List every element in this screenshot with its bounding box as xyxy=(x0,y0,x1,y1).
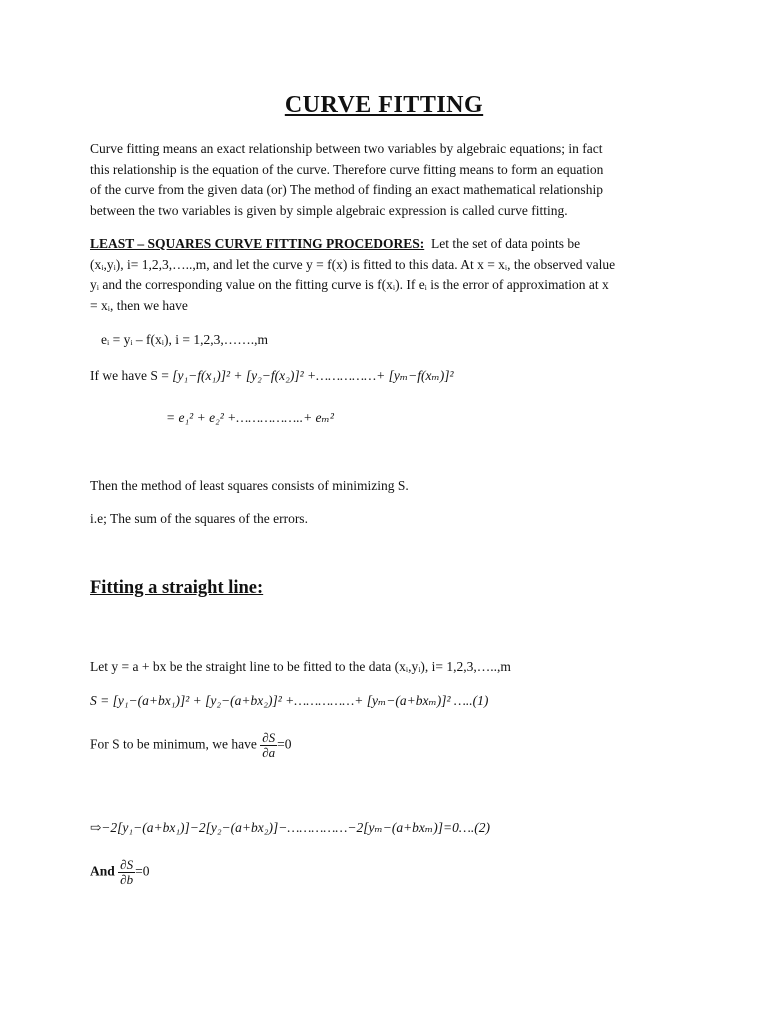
method-text: Then the method of least squares consists of minimizing S. xyxy=(90,478,409,493)
equation-1-text: S = [y₁−(a+bx₁)]² + [y₂−(a+bx₂)]² +……………+ [yₘ−(a+bxₘ)]² …..(1) xyxy=(90,693,489,708)
partial-b-denominator: ∂b xyxy=(120,872,134,887)
error-equation: eᵢ = yᵢ – f(xᵢ), i = 1,2,3,…….,m xyxy=(101,332,268,347)
least-squares-paragraph xyxy=(90,234,680,316)
partial-a-denominator: ∂a xyxy=(262,745,276,760)
equals-zero-a: =0 xyxy=(277,736,292,752)
partial-b-numerator: ∂S xyxy=(120,857,134,872)
sum-prefix: If we have S = xyxy=(90,368,173,383)
least-squares-line-4: = xᵢ, then we have xyxy=(90,297,188,313)
and-text: And xyxy=(90,863,115,879)
intro-line-1: Curve fitting means an exact relationship between two variables by algebraic equations; in fact xyxy=(90,141,603,156)
least-squares-line-1-rest: Let the set of data points be xyxy=(430,236,581,251)
partial-derivative-b xyxy=(118,858,135,887)
minimum-text: For S to be minimum, we have xyxy=(90,736,257,752)
sum-of-squares-equation xyxy=(90,368,454,384)
intro-paragraph xyxy=(90,139,680,221)
equation-2-text: ⇨−2[y₁−(a+bx₁)]−2[y₂−(a+bx₂)]−……………−2[yₘ−(a+bxₘ)]=0….(2) xyxy=(90,820,490,835)
straight-line-intro: Let y = a + bx be the straight line to be fitted to the data (xᵢ,yᵢ), i= 1,2,3,…..,m xyxy=(90,659,511,674)
least-squares-line-2: (xᵢ,yᵢ), i= 1,2,3,…..,m, and let the curve y = f(x) is fitted to this data. At x = xᵢ, the observed value xyxy=(90,256,616,272)
ie-text: i.e; The sum of the squares of the errors. xyxy=(90,511,308,526)
minimum-condition-b xyxy=(90,858,149,887)
intro-line-2: this relationship is the equation of the curve. Therefore curve fitting means to form an equation xyxy=(90,161,604,177)
minimum-condition-a xyxy=(90,731,292,760)
intro-line-4: between the two variables is given by simple algebraic expression is called curve fitting. xyxy=(90,202,568,218)
equation-2 xyxy=(90,820,490,836)
intro-line-3: of the curve from the given data (or) The method of finding an exact mathematical relationship xyxy=(90,182,603,197)
equals-zero-b: =0 xyxy=(135,863,150,879)
partial-derivative-a xyxy=(260,731,277,760)
least-squares-line-3: yᵢ and the corresponding value on the fitting curve is f(xᵢ). If eᵢ is the error of approximation at x xyxy=(90,277,609,292)
sum-expression: [y₁−f(x₁)]² + [y₂−f(x₂)]² +……………+ [yₘ−f(xₘ)]² xyxy=(172,368,454,383)
sum-of-errors-equation: = e₁² + e₂² +……………..+ eₘ² xyxy=(166,410,334,425)
least-squares-line-1 xyxy=(90,234,680,255)
partial-a-numerator: ∂S xyxy=(262,730,276,745)
equation-1 xyxy=(90,693,488,709)
section-heading-straight-line: Fitting a straight line: xyxy=(90,578,264,598)
page-title: CURVE FITTING xyxy=(284,92,484,118)
least-squares-heading: LEAST – SQUARES CURVE FITTING PROCEDORES: xyxy=(90,236,425,251)
